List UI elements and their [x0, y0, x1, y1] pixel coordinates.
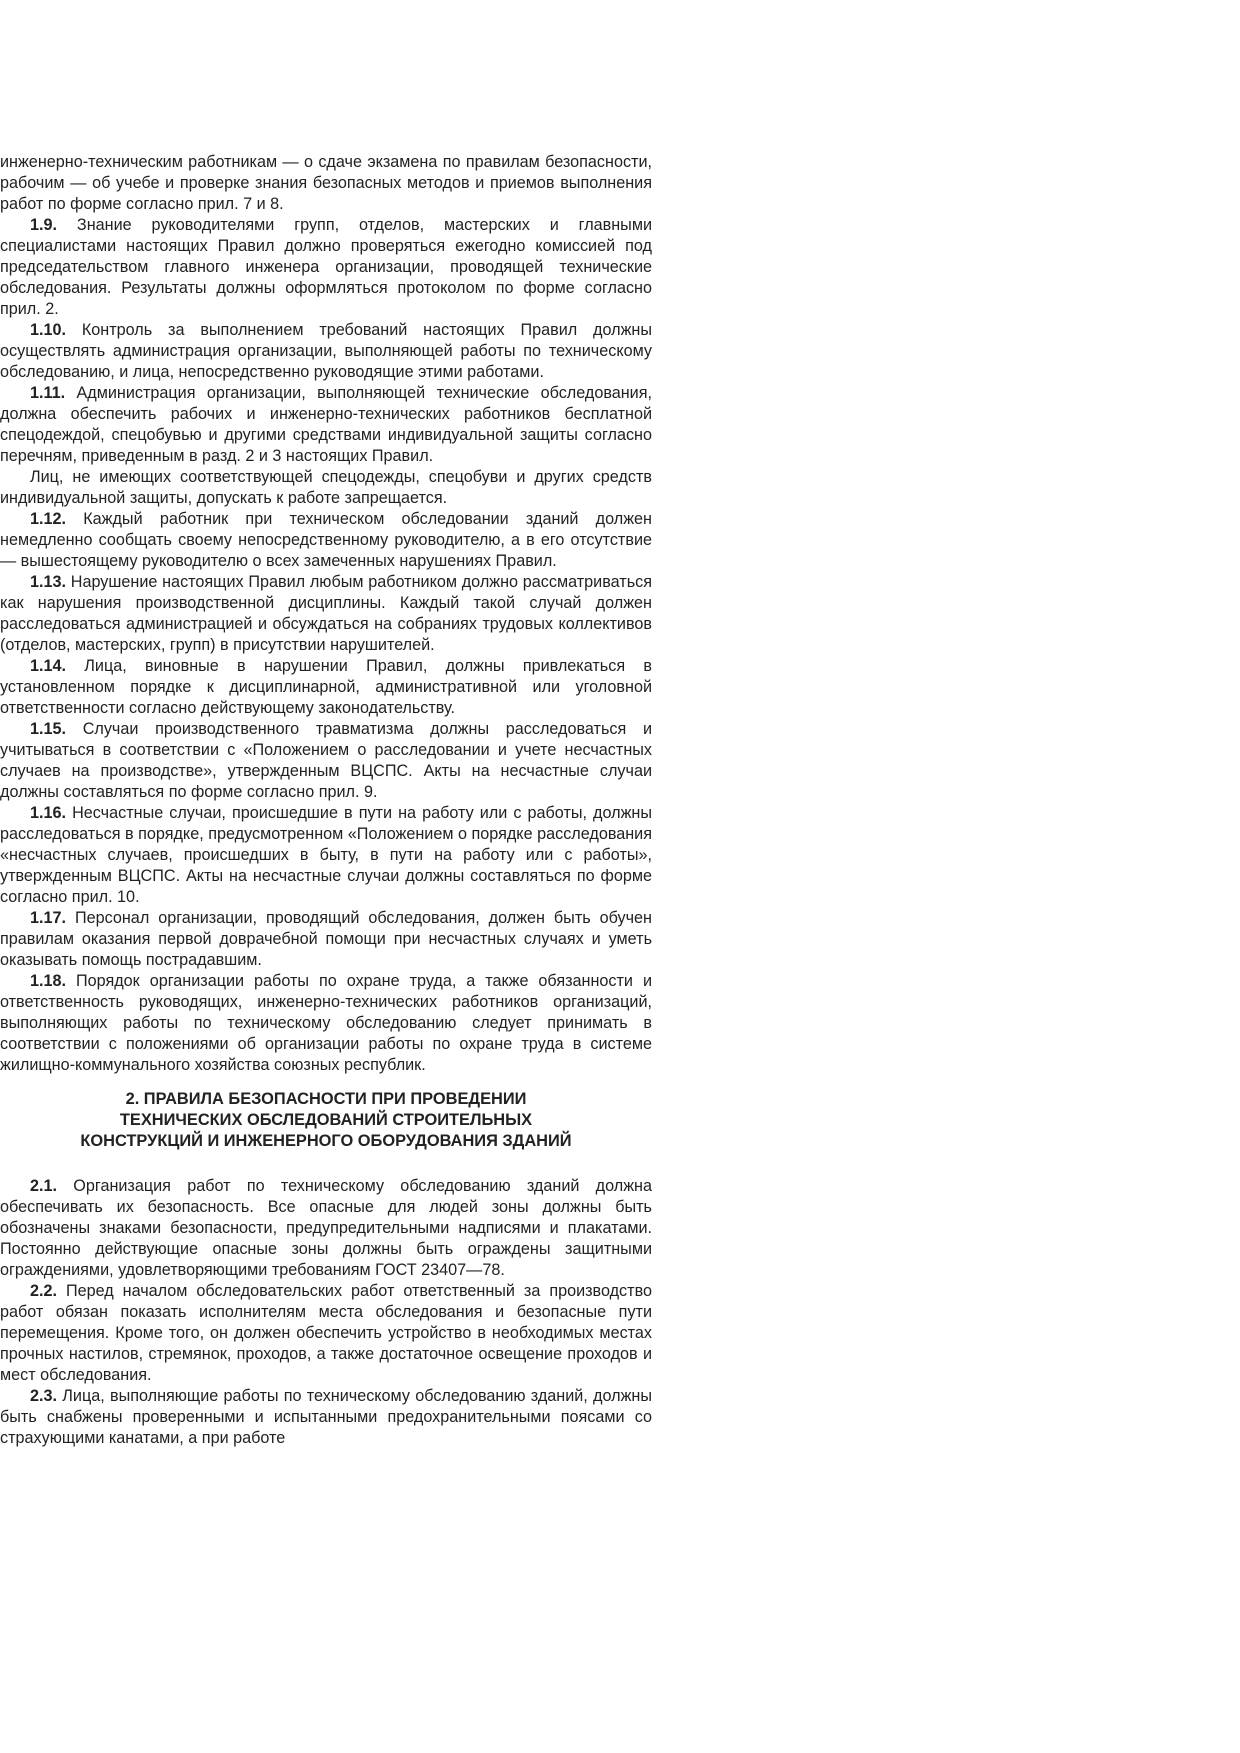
section-heading-line: 2. ПРАВИЛА БЕЗОПАСНОСТИ ПРИ ПРОВЕДЕНИИ	[125, 1090, 527, 1108]
paragraph-number: 2.3.	[30, 1387, 58, 1405]
paragraph-number: 1.14.	[30, 657, 67, 675]
document-page	[0, 152, 652, 1449]
paragraph-text: Лиц, не имеющих соответствующей спецодежды, спецобуви и других средств индивидуальной защиты, допускать к работе запрещается.	[0, 468, 652, 507]
paragraph-text: Порядок организации работы по охране труда, а также обязанности и ответственность руководящих, инженерно-технических работников организаций, выполняющих работы по техническому обследованию следует принимать в соответствии с положениями об организации работы по охране труда в системе жилищно-коммунального хозяйства союзных республик.	[0, 972, 652, 1074]
paragraph-number: 2.2.	[30, 1282, 58, 1300]
paragraph-1-13	[0, 572, 652, 656]
paragraph-number: 1.16.	[30, 804, 67, 822]
paragraph-2-2	[0, 1281, 652, 1386]
paragraph-number: 1.9.	[30, 216, 58, 234]
paragraph-text: Случаи производственного травматизма должны расследоваться и учитываться в соответствии с «Положением о расследовании и учете несчастных случаев на производстве», утвержденным ВЦСПС. Акты на несчастные случаи должны составляться по форме согласно прил. 9.	[0, 720, 652, 801]
paragraph-text: Несчастные случаи, происшедшие в пути на работу или с работы, должны расследоваться в порядке, предусмотренном «Положением о порядке расследования «несчастных случаев, происшедших в быту, в пути на работу или с работы», утвержденным ВЦСПС. Акты на несчастные случаи должны составляться по форме согласно прил. 10.	[0, 804, 652, 906]
paragraph-text: Лица, выполняющие работы по техническому обследованию зданий, должны быть снабжены проверенными и испытанными предохранительными поясами со страхующими канатами, а при работе	[0, 1387, 652, 1447]
paragraph-1-17	[0, 908, 652, 971]
paragraph-text: инженерно-техническим работникам — о сдаче экзамена по правилам безопасности, рабочим — об учебе и проверке знания безопасных методов и приемов выполнения работ по форме согласно прил. 7 и 8.	[0, 153, 652, 213]
paragraph-text: Контроль за выполнением требований настоящих Правил должны осуществлять администрация организации, выполняющей работы по техническому обследованию, и лица, непосредственно руководящие этими работами.	[0, 321, 652, 381]
paragraph-number: 2.1.	[30, 1177, 58, 1195]
paragraph-number: 1.13.	[30, 573, 67, 591]
paragraph-2-1	[0, 1176, 652, 1281]
paragraph-number: 1.12.	[30, 510, 67, 528]
paragraph-text: Лица, виновные в нарушении Правил, должны привлекаться в установленном порядке к дисциплинарной, административной или уголовной ответственности согласно действующему законодательству.	[0, 657, 652, 717]
section-heading-line: КОНСТРУКЦИЙ И ИНЖЕНЕРНОГО ОБОРУДОВАНИЯ ЗДАНИЙ	[80, 1132, 572, 1150]
paragraph-number: 1.15.	[30, 720, 67, 738]
paragraph-number: 1.18.	[30, 972, 67, 990]
section-heading	[0, 1089, 652, 1152]
section-heading-line: ТЕХНИЧЕСКИХ ОБСЛЕДОВАНИЙ СТРОИТЕЛЬНЫХ	[119, 1111, 533, 1129]
paragraph-1-10	[0, 320, 652, 383]
paragraph-number: 1.10.	[30, 321, 67, 339]
paragraph-1-16	[0, 803, 652, 908]
paragraph-1-12	[0, 509, 652, 572]
paragraph-number: 1.11.	[30, 384, 66, 402]
paragraph-text: Администрация организации, выполняющей технические обследования, должна обеспечить рабочих и инженерно-технических работников бесплатной спецодеждой, спецобувью и другими средствами индивидуальной защиты согласно перечням, приведенным в разд. 2 и 3 настоящих Правил.	[0, 384, 652, 465]
paragraph-text: Знание руководителями групп, отделов, мастерских и главными специалистами настоящих Правил должно проверяться ежегодно комиссией под председательством главного инженера организации, проводящей технические обследования. Результаты должны оформляться протоколом по форме согласно прил. 2.	[0, 216, 652, 318]
paragraph-number: 1.17.	[30, 909, 67, 927]
paragraph-text: Каждый работник при техническом обследовании зданий должен немедленно сообщать своему непосредственному руководителю, а в его отсутствие — вышестоящему руководителю о всех замеченных нарушениях Правил.	[0, 510, 652, 570]
paragraph-2-3	[0, 1386, 652, 1449]
paragraph-text: Нарушение настоящих Правил любым работником должно рассматриваться как нарушения производственной дисциплины. Каждый такой случай должен расследоваться администрацией и обсуждаться на собраниях трудовых коллективов (отделов, мастерских, групп) в присутствии нарушителей.	[0, 573, 652, 654]
paragraph-text: Организация работ по техническому обследованию зданий должна обеспечивать их безопасность. Все опасные для людей зоны должны быть обозначены знаками безопасности, предупредительными надписями и плакатами. Постоянно действующие опасные зоны должны быть ограждены защитными ограждениями, удовлетворяющими требованиям ГОСТ 23407—78.	[0, 1177, 652, 1279]
paragraph-text: Перед началом обследовательских работ ответственный за производство работ обязан показать исполнителям места обследования и безопасные пути перемещения. Кроме того, он должен обеспечить устройство в необходимых местах прочных настилов, стремянок, проходов, а также достаточное освещение проходов и мест обследования.	[0, 1282, 652, 1384]
paragraph-continuation	[0, 152, 652, 215]
paragraph-1-18	[0, 971, 652, 1076]
paragraph-1-11-note	[0, 467, 652, 509]
paragraph-1-14	[0, 656, 652, 719]
paragraph-1-15	[0, 719, 652, 803]
paragraph-1-9	[0, 215, 652, 320]
paragraph-1-11	[0, 383, 652, 467]
paragraph-text: Персонал организации, проводящий обследования, должен быть обучен правилам оказания первой доврачебной помощи при несчастных случаях и уметь оказывать помощь пострадавшим.	[0, 909, 652, 969]
